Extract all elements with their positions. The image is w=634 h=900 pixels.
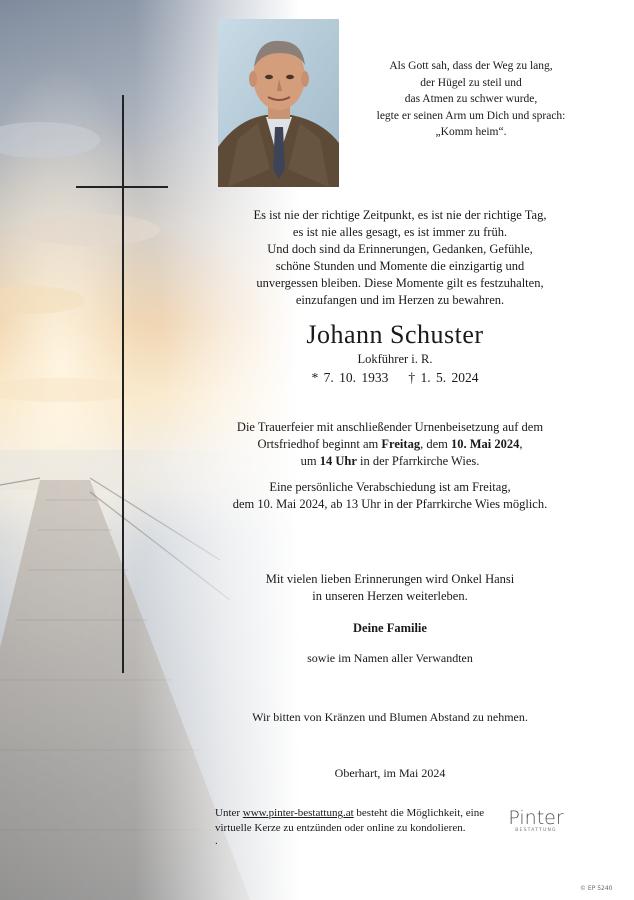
footer-dot: . [215,835,218,847]
cross-horizontal-bar [76,186,168,188]
cross-vertical-bar [122,95,124,673]
farewell-line: dem 10. Mai 2024, ab 13 Uhr in der Pfarrkirche Wies möglich. [232,497,548,511]
ceremony-text: in der Pfarrkirche Wies. [356,454,480,468]
intro-line: unvergessen bleiben. Diese Momente gilt es festzuhalten, [256,276,544,290]
ceremony-line [195,453,585,470]
ceremony-text: Ortsfriedhof beginnt am [257,437,382,451]
relatives-note: sowie im Namen aller Verwandten [307,651,473,665]
footer-line [215,806,500,821]
intro-line: Es ist nie der richtige Zeitpunkt, es ist nie der richtige Tag, [253,208,547,222]
ceremony-time: 14 Uhr [319,454,357,468]
farewell-line: Eine persönliche Verabschiedung ist am Freitag, [269,480,511,494]
deceased-title: Lokführer i. R. [357,352,433,366]
farewell-info [195,479,585,513]
memory-text [195,571,585,605]
place-date: Oberhart, im Mai 2024 [334,766,446,780]
ceremony-info [195,419,585,470]
flowers-request: Wir bitten von Kränzen und Blumen Abstand zu nehmen. [252,710,528,724]
family-signature: Deine Familie [353,621,427,635]
poem-line: legte er seinen Arm um Dich und sprach: [376,109,566,122]
life-dates [240,370,550,386]
poem [356,58,586,141]
intro-line: Und doch sind da Erinnerungen, Gedanken, Gefühle, [267,242,533,256]
ceremony-text: , dem [420,437,451,451]
intro-line: schöne Stunden und Momente die einzigartig und [275,259,525,273]
poem-line: „Komm heim“. [435,126,507,138]
poem-line: Als Gott sah, dass der Weg zu lang, [389,60,553,72]
portrait-photo [218,19,339,187]
footer-note [215,806,500,836]
ceremony-text: um [300,454,320,468]
ceremony-text: , [519,437,523,451]
intro-line: einzufangen und im Herzen zu bewahren. [295,293,505,307]
pinter-logo [505,807,567,833]
website-link[interactable]: www.pinter-bestattung.at [242,807,354,819]
ceremony-line: Die Trauerfeier mit anschließender Urnenbeisetzung auf dem [236,420,544,434]
ceremony-line [195,436,585,453]
ceremony-date: 10. Mai 2024 [450,437,520,451]
footer-line: virtuelle Kerze zu entzünden oder online zu kondolieren. [215,822,466,834]
footer-text: Unter [215,807,243,819]
memory-line: Mit vielen lieben Erinnerungen wird Onkel Hansi [265,572,515,586]
ceremony-day: Freitag [381,437,421,451]
logo-brand: Pinter [508,807,564,829]
poem-line: das Atmen zu schwer wurde, [404,93,538,105]
logo-subtitle: BESTATTUNG [515,828,557,833]
intro-line: es ist nie alles gesagt, es ist immer zu früh. [292,225,508,239]
print-code: © EP 5240 [580,885,613,892]
death-date: † 1. 5. 2024 [408,370,479,385]
poem-line: der Hügel zu steil und [420,76,522,89]
birth-date: * 7. 10. 1933 [311,370,389,385]
deceased-name: Johann Schuster [306,320,484,349]
intro-text [215,207,585,309]
footer-text: besteht die Möglichkeit, eine [353,807,485,819]
memory-line: in unseren Herzen weiterleben. [312,589,468,603]
